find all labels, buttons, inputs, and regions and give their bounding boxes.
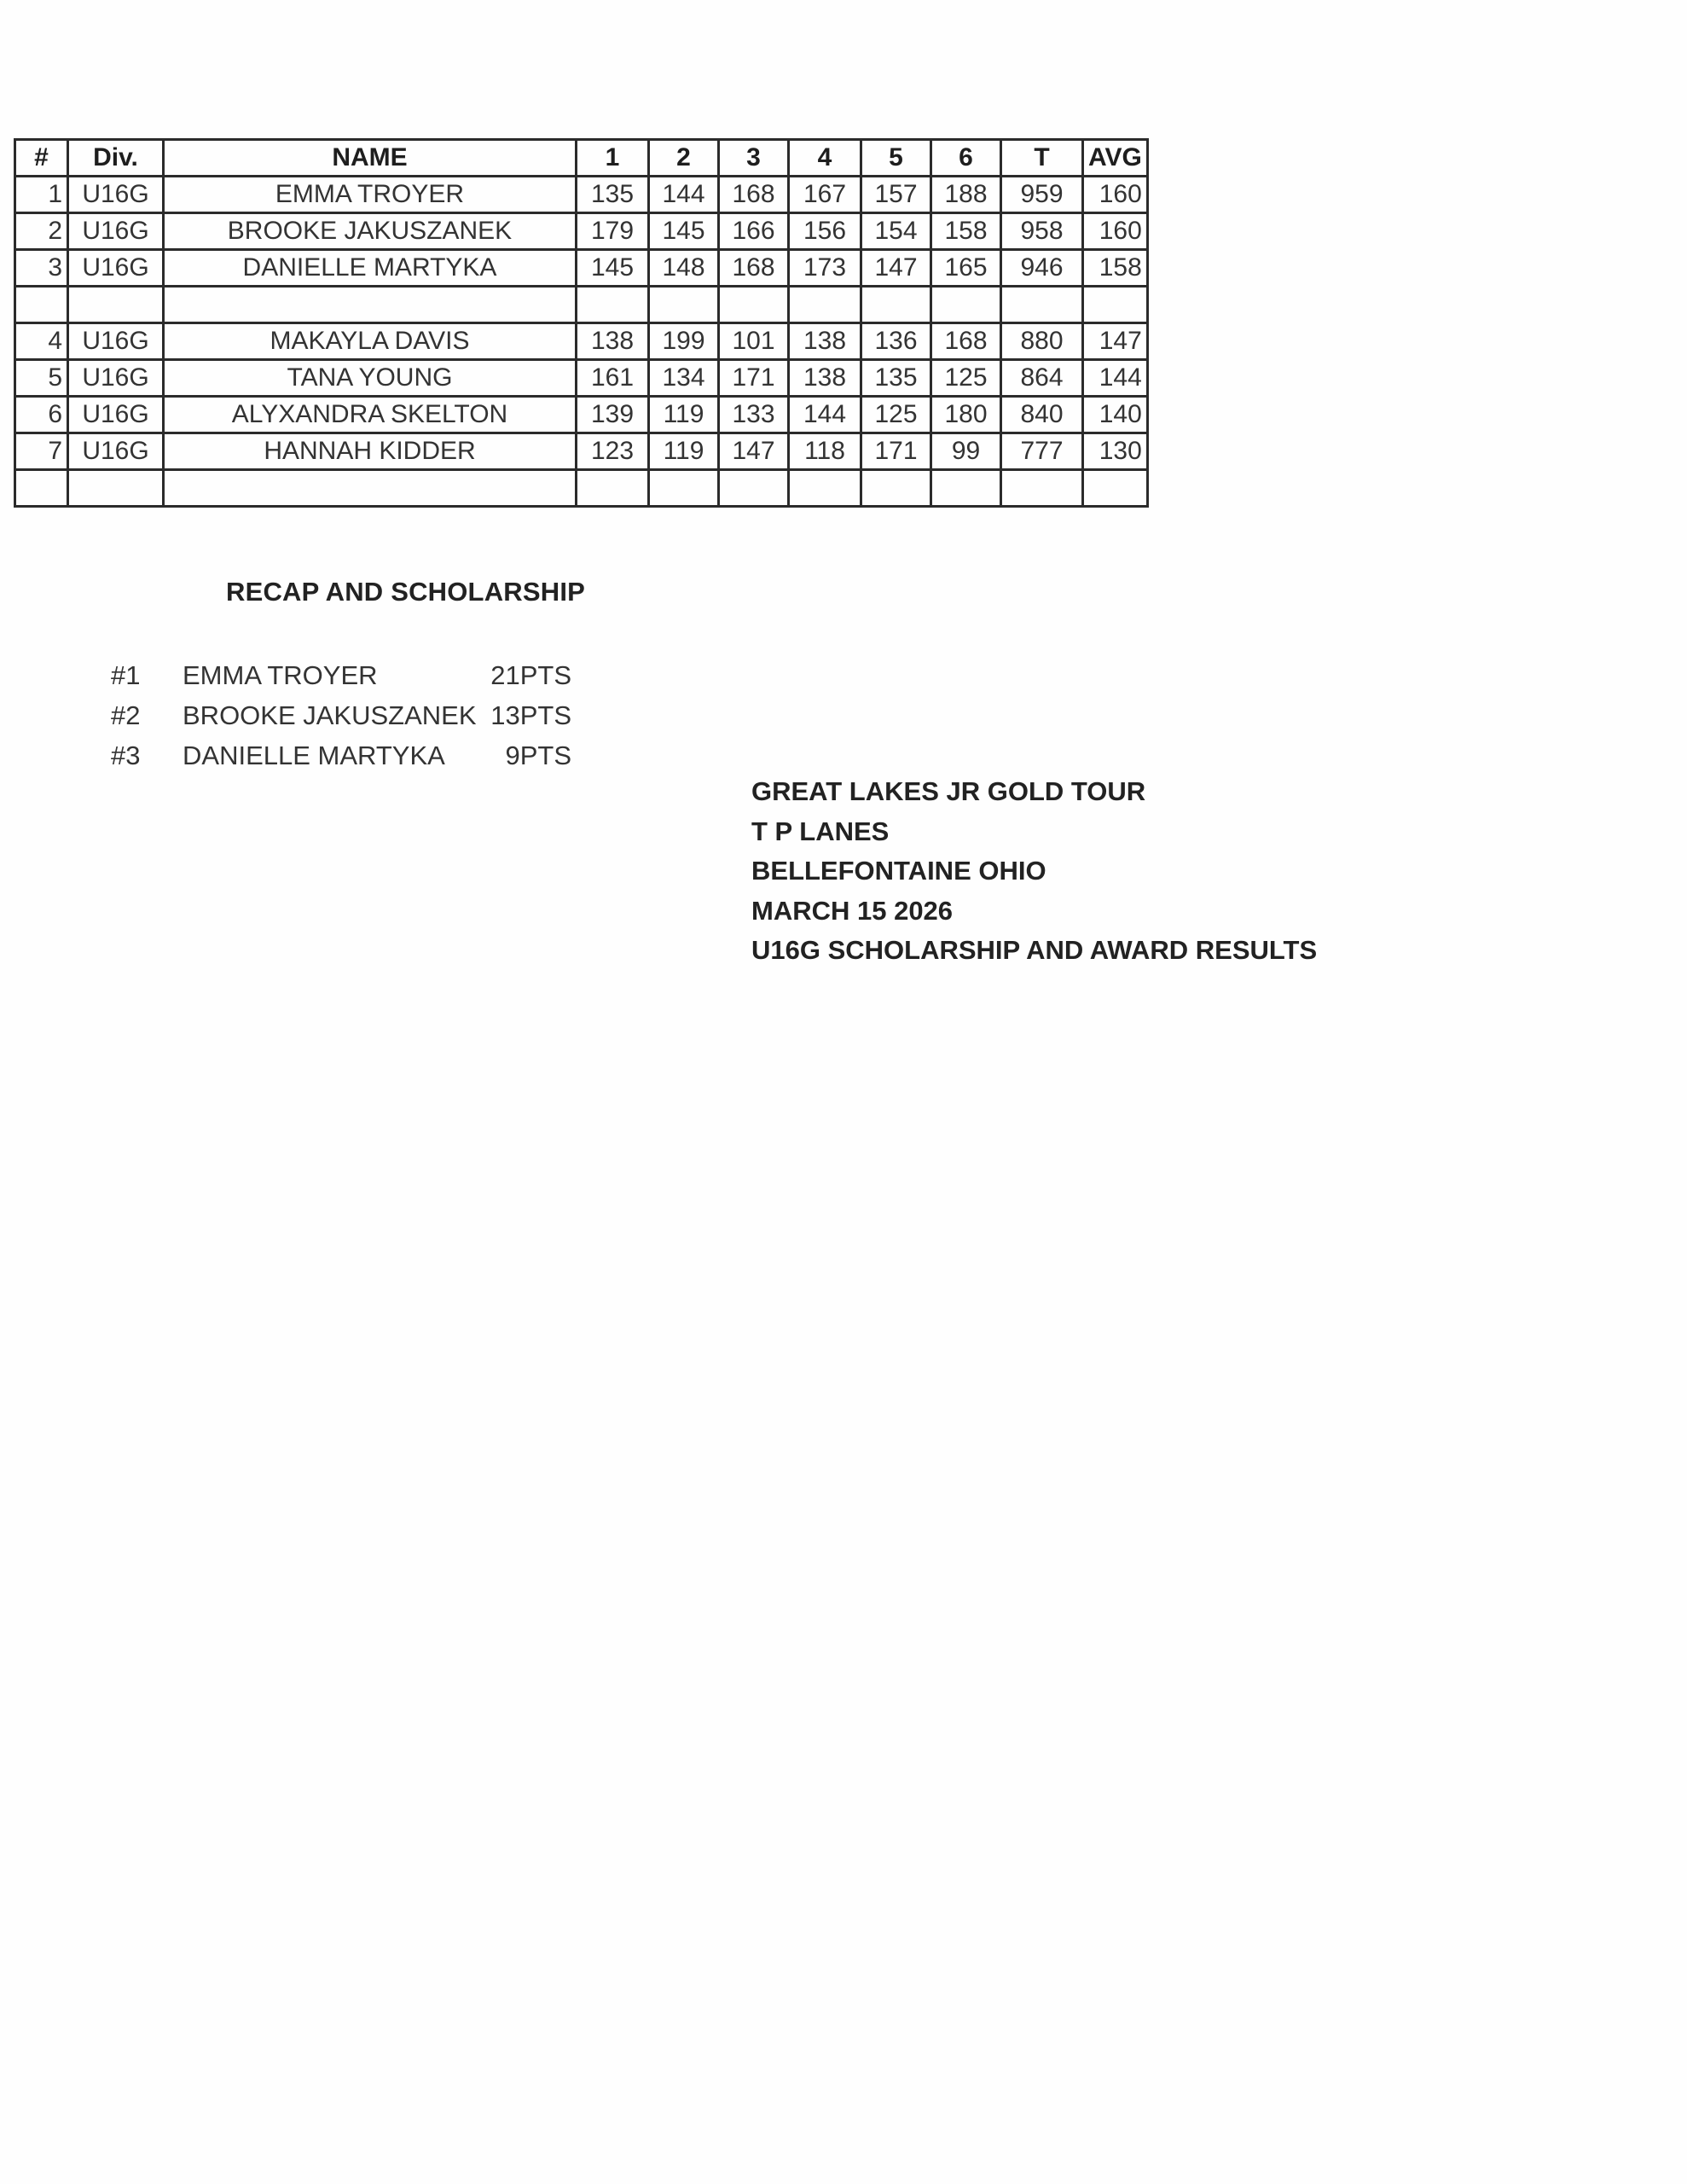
division-cell: U16G (68, 213, 164, 250)
game-5-cell (861, 470, 931, 507)
recap-place: #3 (111, 741, 141, 770)
game-1-cell: 139 (577, 397, 649, 433)
division-cell: U16G (68, 397, 164, 433)
average-cell: 160 (1083, 213, 1148, 250)
header-avg: AVG (1083, 140, 1148, 177)
header-row (15, 140, 1148, 177)
game-6-cell (931, 287, 1001, 323)
rank-cell: 1 (15, 177, 68, 213)
total-cell: 880 (1001, 323, 1083, 360)
division-cell (68, 470, 164, 507)
name-cell: TANA YOUNG (164, 360, 577, 397)
recap-name: EMMA TROYER (183, 660, 378, 690)
name-cell: HANNAH KIDDER (164, 433, 577, 470)
recap-points: 13PTS (490, 700, 571, 730)
game-4-cell: 156 (789, 213, 861, 250)
recap-place: #2 (111, 700, 141, 730)
total-cell: 946 (1001, 250, 1083, 287)
game-3-cell: 101 (719, 323, 789, 360)
game-3-cell (719, 287, 789, 323)
rank-cell: 3 (15, 250, 68, 287)
game-2-cell (649, 287, 719, 323)
header-game-1: 1 (577, 140, 649, 177)
game-2-cell: 199 (649, 323, 719, 360)
game-3-cell: 133 (719, 397, 789, 433)
game-3-cell: 166 (719, 213, 789, 250)
game-2-cell: 119 (649, 433, 719, 470)
game-4-cell: 144 (789, 397, 861, 433)
game-3-cell: 171 (719, 360, 789, 397)
game-3-cell: 168 (719, 250, 789, 287)
name-cell: DANIELLE MARTYKA (164, 250, 577, 287)
game-1-cell: 145 (577, 250, 649, 287)
average-cell: 160 (1083, 177, 1148, 213)
game-6-cell: 99 (931, 433, 1001, 470)
results-body (15, 177, 1148, 507)
rank-cell: 7 (15, 433, 68, 470)
game-5-cell: 125 (861, 397, 931, 433)
game-6-cell (931, 470, 1001, 507)
division-cell: U16G (68, 433, 164, 470)
division-cell: U16G (68, 177, 164, 213)
game-4-cell: 173 (789, 250, 861, 287)
header-total: T (1001, 140, 1083, 177)
recap-list (111, 655, 571, 775)
game-5-cell: 157 (861, 177, 931, 213)
game-5-cell (861, 287, 931, 323)
table-row-blank (15, 470, 1148, 507)
game-4-cell: 138 (789, 323, 861, 360)
total-cell: 840 (1001, 397, 1083, 433)
division-cell: U16G (68, 323, 164, 360)
table-row-blank (15, 287, 1148, 323)
header-game-5: 5 (861, 140, 931, 177)
total-cell: 864 (1001, 360, 1083, 397)
event-info-block (751, 772, 1317, 971)
game-4-cell (789, 287, 861, 323)
name-cell: ALYXANDRA SKELTON (164, 397, 577, 433)
recap-points: 9PTS (505, 741, 571, 770)
table-row (15, 213, 1148, 250)
game-2-cell (649, 470, 719, 507)
rank-cell (15, 287, 68, 323)
name-cell: MAKAYLA DAVIS (164, 323, 577, 360)
game-5-cell: 171 (861, 433, 931, 470)
header-game-4: 4 (789, 140, 861, 177)
game-1-cell: 135 (577, 177, 649, 213)
game-6-cell: 165 (931, 250, 1001, 287)
average-cell: 130 (1083, 433, 1148, 470)
tour-name: GREAT LAKES JR GOLD TOUR (751, 776, 1146, 806)
game-1-cell (577, 287, 649, 323)
name-cell (164, 287, 577, 323)
rank-cell: 5 (15, 360, 68, 397)
rank-cell: 4 (15, 323, 68, 360)
venue-name: T P LANES (751, 816, 890, 846)
average-cell: 158 (1083, 250, 1148, 287)
table-row (15, 433, 1148, 470)
header-name: NAME (164, 140, 577, 177)
event-date: MARCH 15 2026 (751, 895, 954, 926)
game-6-cell: 168 (931, 323, 1001, 360)
recap-entry (111, 695, 571, 735)
game-1-cell: 161 (577, 360, 649, 397)
game-5-cell: 136 (861, 323, 931, 360)
total-cell: 959 (1001, 177, 1083, 213)
table-row (15, 360, 1148, 397)
recap-name: DANIELLE MARTYKA (183, 741, 445, 770)
division-cell: U16G (68, 360, 164, 397)
game-2-cell: 144 (649, 177, 719, 213)
results-table (14, 138, 1149, 508)
game-1-cell: 138 (577, 323, 649, 360)
division-cell: U16G (68, 250, 164, 287)
game-1-cell (577, 470, 649, 507)
header-rank: # (15, 140, 68, 177)
average-cell (1083, 287, 1148, 323)
header-div: Div. (68, 140, 164, 177)
average-cell: 144 (1083, 360, 1148, 397)
total-cell: 958 (1001, 213, 1083, 250)
game-3-cell: 168 (719, 177, 789, 213)
event-description: U16G SCHOLARSHIP AND AWARD RESULTS (751, 935, 1318, 965)
game-4-cell: 167 (789, 177, 861, 213)
game-6-cell: 158 (931, 213, 1001, 250)
game-2-cell: 119 (649, 397, 719, 433)
header-game-6: 6 (931, 140, 1001, 177)
game-6-cell: 180 (931, 397, 1001, 433)
name-cell: EMMA TROYER (164, 177, 577, 213)
rank-cell: 2 (15, 213, 68, 250)
total-cell (1001, 470, 1083, 507)
recap-points: 21PTS (490, 660, 571, 690)
rank-cell: 6 (15, 397, 68, 433)
game-4-cell (789, 470, 861, 507)
event-location: BELLEFONTAINE OHIO (751, 856, 1046, 886)
rank-cell (15, 470, 68, 507)
game-6-cell: 188 (931, 177, 1001, 213)
table-row (15, 323, 1148, 360)
header-game-3: 3 (719, 140, 789, 177)
game-2-cell: 145 (649, 213, 719, 250)
game-5-cell: 135 (861, 360, 931, 397)
game-4-cell: 138 (789, 360, 861, 397)
table-row (15, 177, 1148, 213)
average-cell: 147 (1083, 323, 1148, 360)
recap-entry (111, 735, 571, 775)
table-row (15, 250, 1148, 287)
recap-place: #1 (111, 660, 141, 690)
recap-name: BROOKE JAKUSZANEK (183, 700, 477, 730)
game-3-cell (719, 470, 789, 507)
game-1-cell: 123 (577, 433, 649, 470)
division-cell (68, 287, 164, 323)
recap-entry (111, 655, 571, 695)
average-cell: 140 (1083, 397, 1148, 433)
game-1-cell: 179 (577, 213, 649, 250)
table-row (15, 397, 1148, 433)
game-3-cell: 147 (719, 433, 789, 470)
total-cell (1001, 287, 1083, 323)
name-cell: BROOKE JAKUSZANEK (164, 213, 577, 250)
game-2-cell: 148 (649, 250, 719, 287)
average-cell (1083, 470, 1148, 507)
total-cell: 777 (1001, 433, 1083, 470)
game-2-cell: 134 (649, 360, 719, 397)
game-5-cell: 154 (861, 213, 931, 250)
game-6-cell: 125 (931, 360, 1001, 397)
name-cell (164, 470, 577, 507)
game-4-cell: 118 (789, 433, 861, 470)
header-game-2: 2 (649, 140, 719, 177)
game-5-cell: 147 (861, 250, 931, 287)
recap-title: RECAP AND SCHOLARSHIP (226, 577, 586, 607)
